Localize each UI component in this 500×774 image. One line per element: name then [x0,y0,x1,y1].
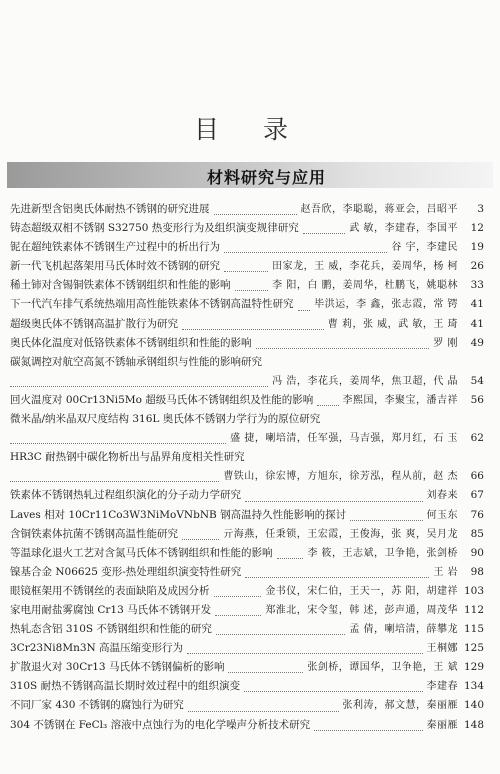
toc-entry-title: 310S 耐热不锈钢高温长期时效过程中的组织演变 [10,680,241,693]
dot-leader [244,672,422,692]
toc-entry-title: 等温球化退火工艺对含氮马氏体不锈钢组织和性能的影响 [10,546,273,559]
dot-leader [317,386,338,406]
toc-entry[interactable] [10,391,484,410]
toc-entry-title: 镍基合金 N06625 变形-热处理组织演变特性研究 [10,565,242,578]
toc-list [10,200,484,735]
dot-leader [314,711,422,731]
toc-entry-authors: 金书仪，宋仁伯，王天一，苏 阳，胡建祥 [265,585,458,597]
toc-entry-page: 33 [470,279,484,292]
toc-entry-page: 98 [470,565,484,578]
toc-entry-page: 103 [463,584,484,597]
dot-leader [245,481,423,501]
toc-entry-authors: 毕洪运，李 鑫，张志霞，常 锷 [314,299,458,311]
toc-entry-page: 140 [463,699,484,712]
toc-entry-page: 66 [470,470,484,483]
toc-entry-authors: 孟 倩，喇培清，薛攀龙 [349,624,458,636]
toc-entry-title: HR3C 耐热钢中碳化物析出与晶界角度相关性研究 [10,451,245,464]
dot-leader [215,596,261,616]
toc-entry-page: 134 [463,680,484,693]
toc-entry-page: 67 [470,489,484,502]
dot-leader [10,462,219,482]
toc-entry-title: 扩散退火对 30Cr13 马氏体不锈钢偏析的影响 [10,661,225,674]
toc-entry-title: 碳氮调控对航空高氮不锈轴承钢组织与性能的影响研究 [10,355,262,368]
toc-entry-authors: 武 敏，李建春，李国平 [349,223,458,235]
toc-entry-title: 稀土铈对含锡铜铁素体不锈钢组织和性能的影响 [10,279,231,292]
dot-leader [303,214,346,234]
toc-entry-authors: 李 阳，白 鹏，姜周华，杜鹏飞，姚聪林 [272,280,458,292]
toc-entry-page: 54 [470,374,484,387]
toc-entry-page: 129 [463,661,484,674]
toc-entry-authors: 谷 宇，李建民 [391,242,458,254]
toc-entry-title: 先进新型含铝奥氏体耐热不锈钢的研究进展 [10,203,210,215]
dot-leader [228,653,303,673]
dot-leader [298,290,311,310]
dot-leader [216,615,345,635]
toc-entry-authors: 李熙国，李聚宝，潘吉祥 [342,394,458,406]
toc-entry-title: 不同厂家 430 不锈钢的腐蚀行为研究 [10,699,184,712]
toc-entry-title: 家电用耐盐雾腐蚀 Cr13 马氏体不锈钢开发 [10,603,212,616]
toc-entry-title: 铸态超级双相不锈钢 S32750 热变形行为及组织演变规律研究 [10,222,299,235]
section-heading-bar [7,162,493,188]
dot-leader [214,577,262,597]
toc-entry-authors: 李建春 [426,681,458,693]
toc-entry-authors: 赵吾欣，李聪聪，蒋亚会，吕昭平 [300,204,458,215]
toc-entry-page: 3 [477,203,484,215]
dot-leader [245,558,429,578]
toc-entry-page: 49 [470,336,484,349]
toc-entry-title: 热轧态含铝 310S 不锈钢组织和性能的研究 [10,623,212,636]
toc-entry-authors: 冯 浩，李花兵，姜周华，焦卫超，代 晶 [272,375,458,387]
toc-entry-title: 3Cr23Ni8Mn3N 高温压缩变形行为 [10,642,184,655]
toc-entry-title: 眼镜框架用不锈钢丝的表面缺陷及成因分析 [10,584,210,597]
dot-leader [10,424,226,444]
toc-entry-page: 85 [470,527,484,540]
toc-entry-title: 下一代汽车排气系统热端用高性能铁素体不锈钢高温特性研究 [10,298,294,311]
toc-entry-authors: 张利涛，郝文慧，秦丽雁 [342,700,458,712]
toc-entry-title: 新一代飞机起落架用马氏体时效不锈钢的研究 [10,260,220,273]
dot-leader [235,271,269,291]
toc-entry-authors: 曹铁山，徐宏博，方旭东，徐芳泓，程从前，赵 杰 [223,471,458,483]
toc-entry-title: 回火温度对 00Cr13Ni5Mo 超级马氏体不锈钢组织及性能的影响 [10,393,314,406]
section-heading: 材料研究与应用 [207,168,327,187]
toc-entry-page: 62 [470,432,484,445]
toc-entry-page: 12 [470,222,484,235]
dot-leader [10,367,268,387]
toc-entry-authors: 罗 刚 [433,337,458,349]
toc-entry-authors: 亓海燕，任秉锁，王宏霞，王俊海，张 爽，吴月龙 [223,528,458,540]
toc-entry-authors: 秦丽雁 [426,719,458,731]
toc-entry-page: 115 [463,623,484,636]
toc-entry-page: 26 [470,260,484,273]
toc-entry-title: 奥氏体化温度对低铬铁素体不锈钢组织和性能的影响 [10,336,252,349]
toc-entry-page: 76 [470,508,484,521]
toc-entry[interactable] [10,716,484,735]
dot-leader [256,329,430,349]
toc-entry-authors: 王桐娜 [426,643,458,655]
page-title: 目 录 [194,115,306,144]
toc-entry[interactable] [10,429,484,448]
dot-leader [182,520,219,540]
toc-entry[interactable] [10,525,484,544]
dot-leader [224,252,268,272]
toc-entry-title: 含铜铁素体抗菌不锈钢高温性能研究 [10,527,178,540]
toc-entry[interactable] [10,276,484,295]
toc-entry-authors: 刘春来 [426,490,458,502]
toc-entry-title: Laves 相对 10Cr11Co3W3NiMoVNbNB 钢高温持久性能影响的探讨 [10,508,347,521]
toc-entry-title: 铁素体不锈钢热轧过程组织演化的分子动力学研究 [10,489,241,502]
dot-leader [188,691,339,711]
toc-entry-page: 19 [470,241,484,254]
dot-leader [187,634,422,654]
dot-leader [277,539,304,559]
toc-entry[interactable] [10,200,484,219]
toc-entry-authors: 何玉东 [426,509,458,521]
toc-entry-authors: 盛 捷，喇培清，任军强，马吉强，郑月红，石 玉 [230,433,458,445]
toc-entry-authors: 郑淮北，宋令玺，韩 述，彭声通，周茂华 [265,604,458,616]
dot-leader [182,310,324,330]
toc-entry[interactable] [10,372,484,391]
toc-entry-authors: 田家龙，王 威，李花兵，姜周华，杨 柯 [272,261,458,273]
toc-entry-page: 41 [470,317,484,330]
dot-leader [214,195,297,215]
toc-entry-title: 铌在超纯铁素体不锈钢生产过程中的析出行为 [10,241,220,254]
dot-leader [350,501,422,521]
toc-entry-authors: 王 岩 [433,566,458,578]
toc-entry-title: 超级奥氏体不锈钢高温扩散行为研究 [10,317,178,330]
toc-entry[interactable] [10,334,484,353]
toc-entry-authors: 曹 莉，张 威，武 敏，王 琦 [327,318,458,330]
toc-entry-page: 148 [463,718,484,731]
dot-leader [224,233,387,253]
toc-entry-page: 112 [463,603,484,616]
toc-entry-authors: 李 筱，王志斌，卫争艳，张剑桥 [307,547,458,559]
toc-entry-page: 90 [470,546,484,559]
toc-entry[interactable] [10,506,484,525]
toc-entry-title: 304 不锈钢在 FeCl₃ 溶液中点蚀行为的电化学噪声分析技术研究 [10,718,311,731]
toc-entry-page: 41 [470,298,484,311]
toc-entry-authors: 张剑桥，谭国华，卫争艳，王 斌 [307,662,458,674]
toc-entry-title: 微米晶/纳米晶双尺度结构 316L 奥氏体不锈钢力学行为的原位研究 [10,413,321,426]
toc-entry-page: 56 [470,393,484,406]
toc-entry-page: 125 [463,642,484,655]
